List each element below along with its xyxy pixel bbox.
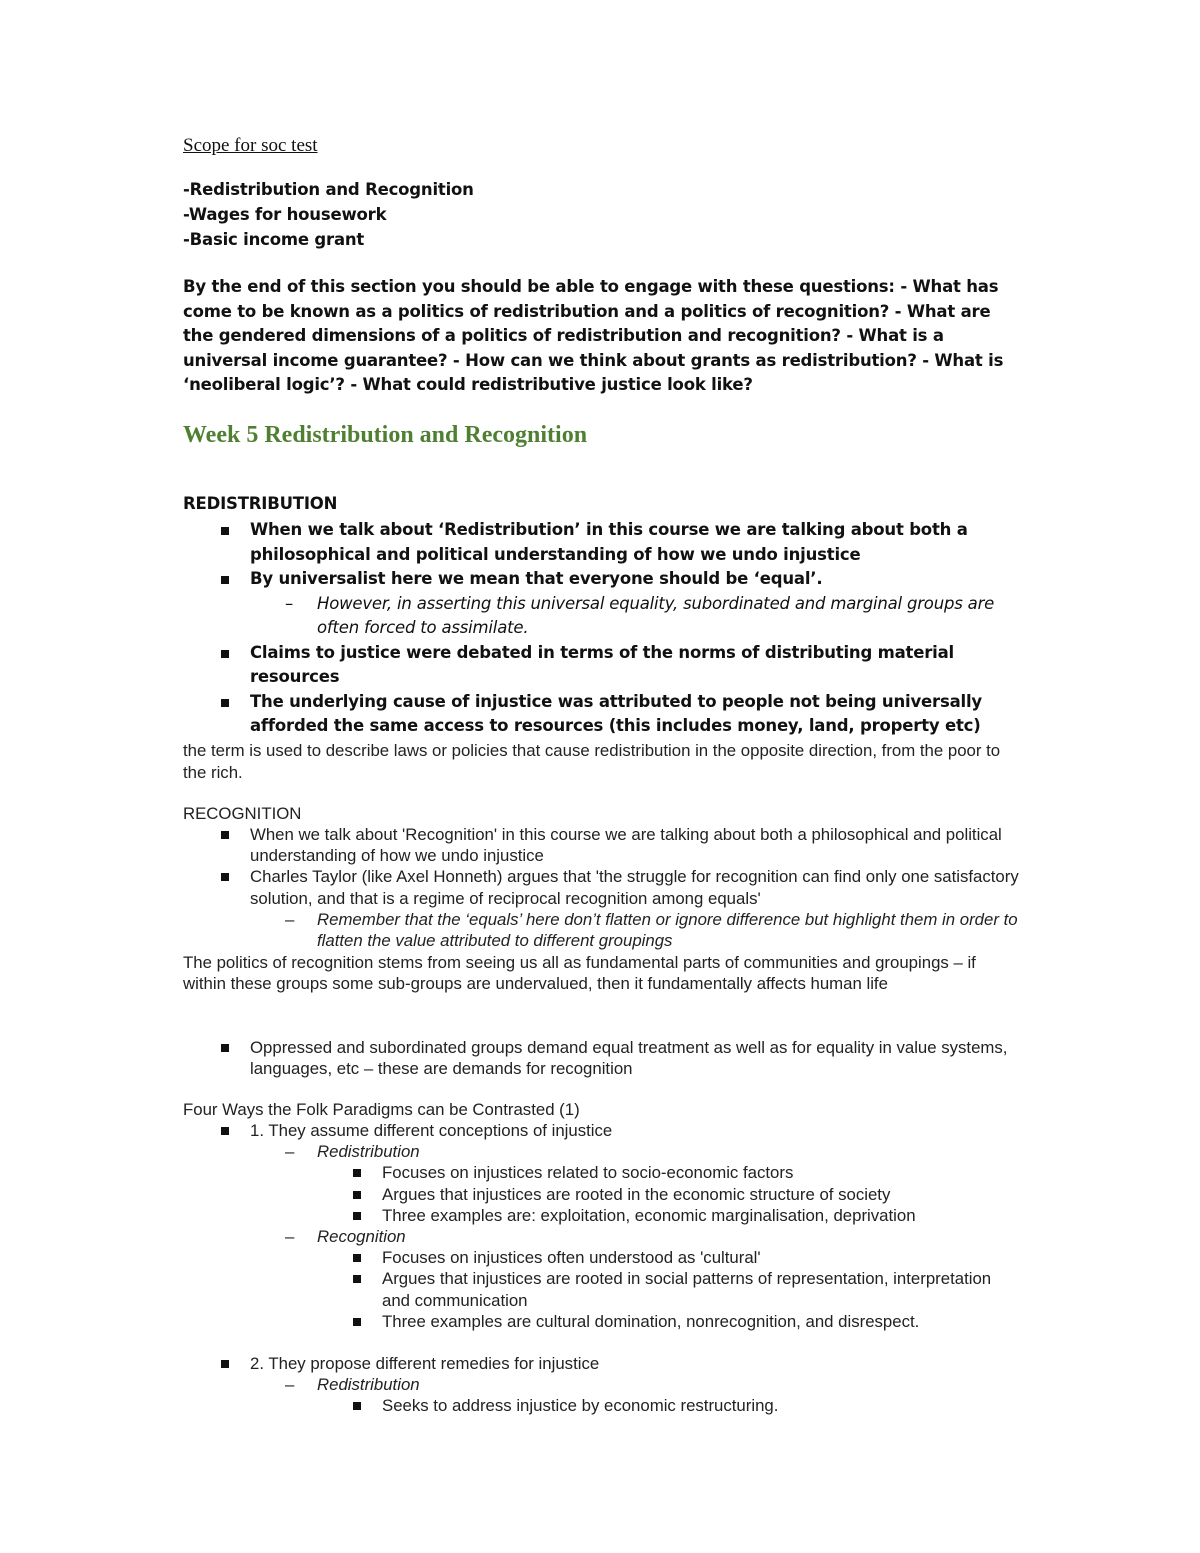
dash-marker: – — [285, 1375, 295, 1395]
subitem-text: Remember that the ‘equals’ here don’t flatten or ignore difference but highlight them in order to flatten the value attributed to different groupings — [317, 909, 1018, 951]
politics-paragraph: The politics of recognition stems from seeing us all as fundamental parts of communities and groupings – if within these groups some sub-groups are undervalued, then it fundamentally affects human life — [183, 953, 976, 994]
list-subitem — [183, 592, 1023, 641]
list-point: Seeks to address injustice by economic restructuring. — [183, 1395, 1023, 1416]
scope-title: Scope for soc test — [183, 135, 318, 156]
subitem-text: However, in asserting this universal equality, subordinated and marginal groups are often forced to assimilate. — [317, 593, 995, 637]
week-heading: Week 5 Redistribution and Recognition — [183, 422, 588, 448]
redistribution-heading: REDISTRIBUTION — [183, 494, 338, 513]
list-subitem — [183, 1374, 1023, 1395]
topic-item: -Redistribution and Recognition — [183, 180, 474, 199]
list-item: When we talk about 'Recognition' in this course we are talking about both a philosophical and political understanding of how we undo injustice — [183, 824, 1023, 866]
list-point: Focuses on injustices related to socio-economic factors — [183, 1162, 1023, 1183]
list-item: The underlying cause of injustice was attributed to people not being universally afforded the same access to resources (this includes money, land, property etc) — [183, 690, 1023, 739]
four-ways-list — [183, 1120, 1023, 1417]
recognition-heading: RECOGNITION — [183, 804, 302, 823]
list-point: Three examples are cultural domination, nonrecognition, and disrespect. — [183, 1311, 1023, 1332]
list-item: Oppressed and subordinated groups demand equal treatment as well as for equality in value systems, languages, etc – these are demands for recognition — [183, 1037, 1023, 1079]
list-subitem — [183, 909, 1023, 951]
intro-paragraph: By the end of this section you should be able to engage with these questions: - What has come to be known as a politics of redistribution and a politics of recognition? - What are the gendered dimensions of a politics of redistribution and recognition? - What is a universal income guarantee? - How can we think about grants as redistribution? - What is ‘neoliberal logic’? - What could redistributive justice look like? — [183, 277, 1004, 394]
topics-list — [183, 177, 474, 252]
recognition-list — [183, 824, 1023, 951]
list-item: Claims to justice were debated in terms of the norms of distributing material resources — [183, 641, 1023, 690]
list-item: 2. They propose different remedies for injustice — [183, 1353, 1023, 1374]
list-subitem — [183, 1141, 1023, 1162]
list-item: When we talk about ‘Redistribution’ in this course we are talking about both a philosophical and political understanding of how we undo injustice — [183, 518, 1023, 567]
reverse-note: the term is used to describe laws or policies that cause redistribution in the opposite direction, from the poor to the rich. — [183, 741, 1001, 782]
list-item: Charles Taylor (like Axel Honneth) argues that 'the struggle for recognition can find only one satisfactory solution, and that is a regime of reciprocal recognition among equals' — [183, 866, 1023, 908]
list-point: Three examples are: exploitation, economic marginalisation, deprivation — [183, 1205, 1023, 1226]
list-point: Focuses on injustices often understood as 'cultural' — [183, 1247, 1023, 1268]
dash-marker: – — [285, 1142, 295, 1162]
list-item: By universalist here we mean that everyone should be ‘equal’. — [183, 567, 1023, 592]
four-ways-heading: Four Ways the Folk Paradigms can be Contrasted (1) — [183, 1100, 580, 1119]
dash-marker: – — [285, 909, 295, 929]
list-subitem — [183, 1226, 1023, 1247]
topic-item: -Wages for housework — [183, 205, 387, 224]
list-point: Argues that injustices are rooted in the economic structure of society — [183, 1184, 1023, 1205]
subitem-text: Redistribution — [317, 1375, 420, 1395]
redistribution-list — [183, 518, 1023, 739]
dash-marker: – — [285, 1227, 295, 1247]
list-item: 1. They assume different conceptions of injustice — [183, 1120, 1023, 1141]
list-point: Argues that injustices are rooted in social patterns of representation, interpretation and communication — [183, 1268, 1023, 1310]
recognition-list-2 — [183, 1037, 1023, 1079]
subitem-text: Redistribution — [317, 1142, 420, 1162]
dash-marker: – — [285, 593, 294, 613]
subitem-text: Recognition — [317, 1227, 406, 1247]
topic-item: -Basic income grant — [183, 230, 365, 249]
